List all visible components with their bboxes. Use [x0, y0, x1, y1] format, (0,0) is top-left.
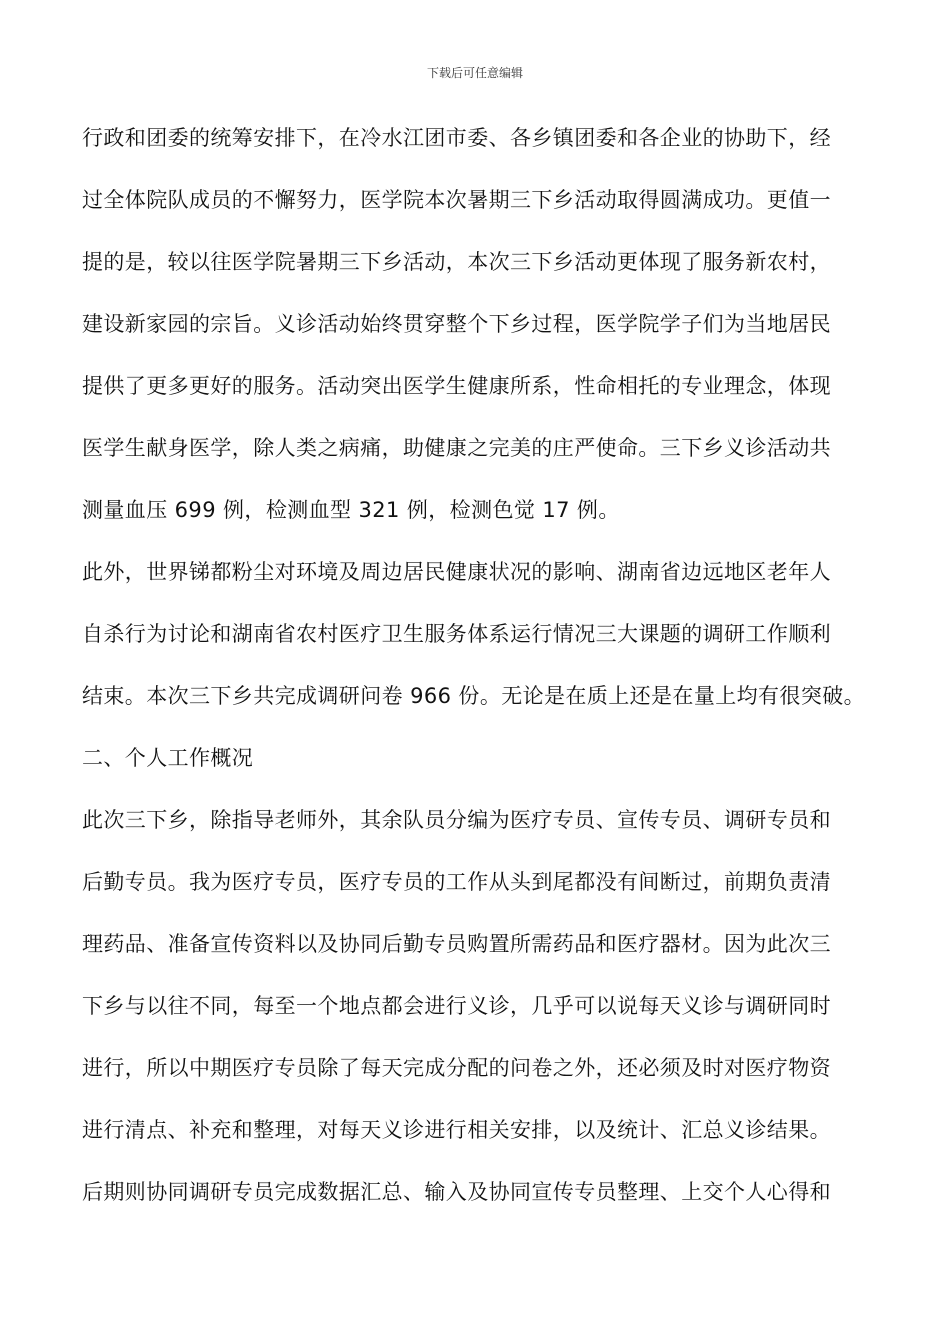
text-line: 建设新家园的宗旨。义诊活动始终贯穿整个下乡过程，医学院学子们为当地居民	[82, 312, 831, 336]
text-line: 医学生献身医学，除人类之病痛，助健康之完美的庄严使命。三下乡义诊活动共	[82, 436, 831, 460]
text-line: 结束。本次三下乡共完成调研问卷 966 份。无论是在质上还是在量上均有很突破。	[82, 684, 866, 708]
text-line: 下乡与以往不同，每至一个地点都会进行义诊，几乎可以说每天义诊与调研同时	[82, 994, 831, 1018]
text-line: 测量血压 699 例，检测血型 321 例，检测色觉 17 例。	[82, 498, 620, 522]
text-line: 自杀行为讨论和湖南省农村医疗卫生服务体系运行情况三大课题的调研工作顺利	[82, 622, 831, 646]
text-line: 进行，所以中期医疗专员除了每天完成分配的问卷之外，还必须及时对医疗物资	[82, 1056, 831, 1080]
text-line: 进行清点、补充和整理，对每天义诊进行相关安排，以及统计、汇总义诊结果。	[82, 1118, 831, 1142]
text-line: 后勤专员。我为医疗专员，医疗专员的工作从头到尾都没有间断过，前期负责清	[82, 870, 831, 894]
text-line: 提的是，较以往医学院暑期三下乡活动，本次三下乡活动更体现了服务新农村，	[82, 250, 831, 274]
text-line: 过全体院队成员的不懈努力，医学院本次暑期三下乡活动取得圆满成功。更值一	[82, 188, 831, 212]
page-header-note: 下载后可任意编辑	[426, 66, 523, 80]
text-line: 提供了更多更好的服务。活动突出医学生健康所系，性命相托的专业理念，体现	[82, 374, 831, 398]
text-line: 行政和团委的统筹安排下，在冷水江团市委、各乡镇团委和各企业的协助下，经	[82, 126, 831, 150]
text-line: 此外，世界锑都粉尘对环境及周边居民健康状况的影响、湖南省边远地区老年人	[82, 560, 831, 584]
text-line: 后期则协同调研专员完成数据汇总、输入及协同宣传专员整理、上交个人心得和	[82, 1180, 831, 1204]
text-line: 理药品、准备宣传资料以及协同后勤专员购置所需药品和医疗器材。因为此次三	[82, 932, 831, 956]
text-line: 此次三下乡，除指导老师外，其余队员分编为医疗专员、宣传专员、调研专员和	[82, 808, 831, 832]
document-body	[82, 120, 882, 1236]
section-heading: 二、个人工作概况	[82, 746, 254, 770]
